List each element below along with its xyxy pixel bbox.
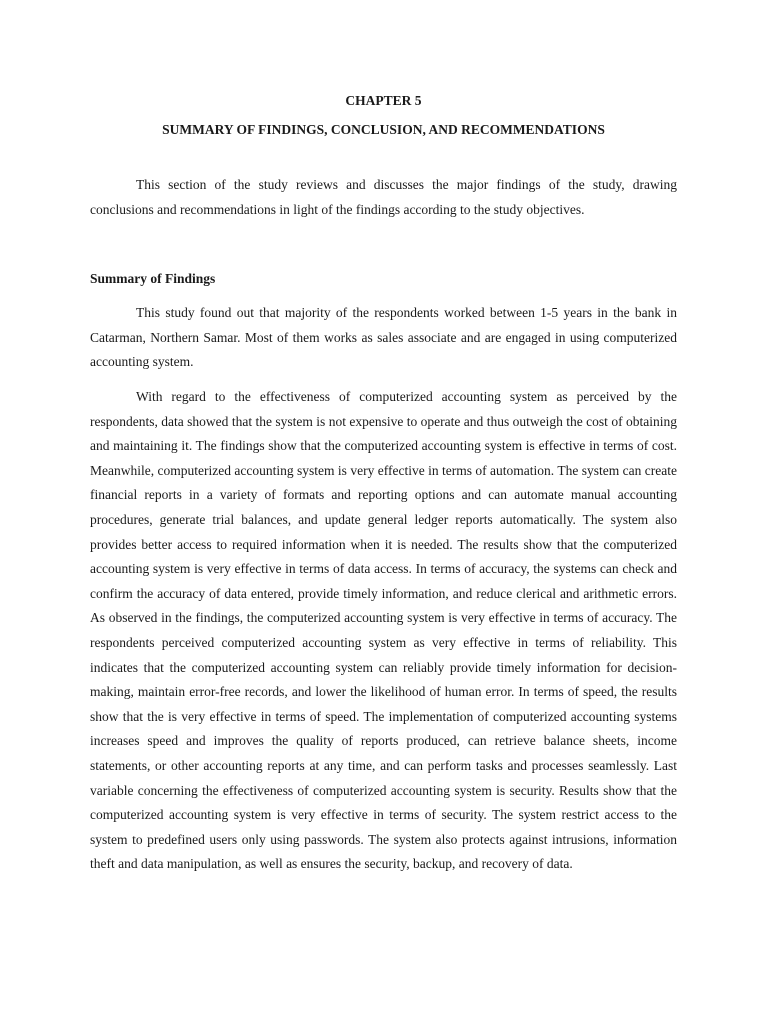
chapter-label: CHAPTER 5 bbox=[345, 93, 422, 108]
intro-paragraph: This section of the study reviews and discusses the major findings of the study, drawing conclusions and recommendations in light of the findings according to the study objectives. bbox=[90, 177, 677, 217]
findings-paragraph-1: This study found out that majority of the respondents worked between 1-5 years in the bank in Catarman, Northern Samar. Most of them works as sales associate and are engaged in using computerized accounting system. bbox=[90, 305, 677, 370]
findings-paragraph-2: With regard to the effectiveness of computerized accounting system as perceived by the respondents, data showed that the system is not expensive to operate and thus outweigh the cost of obtaining and maintaining it. The findings show that the computerized accounting system is effective in terms of cost. Meanwhile, computerized accounting system is very effective in terms of automation. The system can create financial reports in a variety of formats and reporting options and can automate manual accounting procedures, generate trial balances, and update general ledger reports automatically. The system also provides better access to required information when it is needed. The results show that the computerized accounting system is very effective in terms of data access. In terms of accuracy, the systems can check and confirm the accuracy of data entered, provide timely information, and reduce clerical and arithmetic errors. As observed in the findings, the computerized accounting system is very effective in terms of accuracy. The respondents perceived computerized accounting system as very effective in terms of reliability. This indicates that the computerized accounting system can reliably provide timely information for decision-making, maintain error-free records, and lower the likelihood of human error. In terms of speed, the results show that the is very effective in terms of speed. The implementation of computerized accounting systems increases speed and improves the quality of reports produced, can retrieve balance sheets, income statements, or other accounting reports at any time, and can perform tasks and processes seamlessly. Last variable concerning the effectiveness of computerized accounting system is security. Results show that the computerized accounting system is very effective in terms of security. The system restrict access to the system to predefined users only using passwords. The system also protects against intrusions, information theft and data manipulation, as well as ensures the security, backup, and recovery of data. bbox=[90, 389, 677, 872]
section-heading: Summary of Findings bbox=[90, 271, 216, 286]
chapter-title: SUMMARY OF FINDINGS, CONCLUSION, AND RECOMMENDATIONS bbox=[162, 122, 605, 137]
